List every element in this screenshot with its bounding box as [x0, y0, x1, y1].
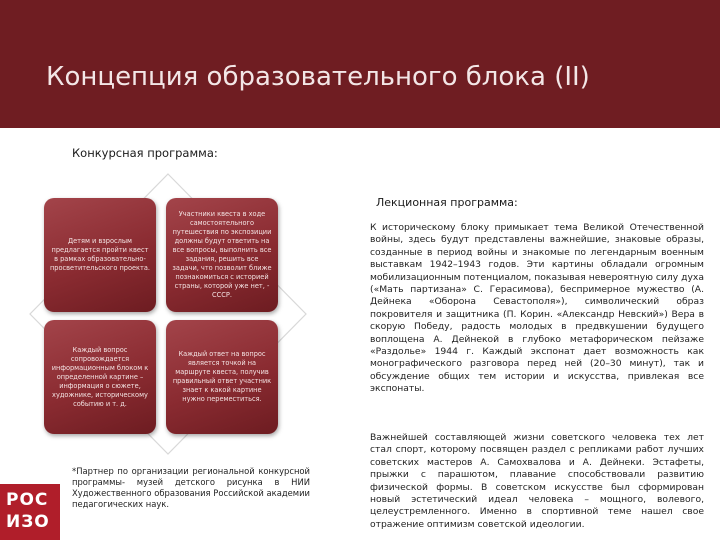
slide-title: Концепция образовательного блока (II) — [46, 62, 590, 92]
contest-tile-1-text: Детям и взрослым предлагается пройти квест в рамках образовательно-просветительского проекта. — [50, 237, 151, 272]
contest-tile-4 — [166, 320, 278, 434]
contest-tile-3-text: Каждый вопрос сопровождается информационным блоком к определенной картине – информация о сюжете, художнике, историческому событию и т. д. — [51, 345, 149, 408]
contest-tile-4-text: Каждый ответ на вопрос является точкой на маршруте квеста, получив правильный ответ участник знает к какой картине нужно переместиться. — [172, 350, 272, 403]
logo-line-2: ИЗО — [6, 512, 50, 532]
lecture-paragraph-1: К историческому блоку примыкает тема Великой Отечественной войны, здесь будут представлены важнейшие, знаковые образы, созданные в период войны и знакомые по легендарным военным выставкам 1942–1943 годов. Эти картины обладали огромным мобилизационным потенциалом, показывая невероятную силу духа («Мать партизана» С. Герасимова), беспримерное мужество (А. Дейнека «Оборона Севастополя»), символический образ покровителя и защитника (П. Корин. «Александр Невский») Вера в скорую Победу, радость молодых в предвкушении будущего воплощена А. Дейнекой в глубоко метафорическом пейзаже «Раздолье» 1944 г. Каждый экспонат дает возможность как монографического разговора перед ней (20–30 минут), так и обсуждение общих тем истории и искусства, привлекая все экспонаты. — [370, 222, 704, 395]
lecture-program-heading: Лекционная программа: — [376, 196, 518, 209]
contest-program-heading: Конкурсная программа: — [72, 146, 218, 160]
logo-line-1: РОС — [6, 490, 49, 510]
partner-footnote: *Партнер по организации региональной конкурсной программы- музей детского рисунка в НИИ Художественного образования Российской академии педагогических наук. — [72, 466, 310, 509]
contest-tile-1 — [44, 198, 156, 312]
contest-tile-2 — [166, 198, 278, 312]
contest-tile-2-text: Участники квеста в ходе самостоятельного путешествия по экспозиции должны будут ответить на все вопросы, выполнить все задания, решить все задачи, что позволит ближе познакомиться с историей страны, которой уже нет, - СССР. — [172, 210, 272, 299]
contest-tile-3 — [44, 320, 156, 434]
lecture-paragraph-2: Важнейшей составляющей жизни советского человека тех лет стал спорт, которому посвящен раздел с репликами работ лучших советских мастеров А. Самохвалова и А. Дейнеки. Эстафеты, прыжки с парашютом, плавание способствовали развитию физической формы. В советском искусстве был сформирован новый эстетический идеал человека – мощного, волевого, целеустремленного. Именно в спортивной теме нашел свое отражение оптимизм советской идеологии. — [370, 432, 704, 530]
rosizo-logo — [0, 484, 60, 540]
